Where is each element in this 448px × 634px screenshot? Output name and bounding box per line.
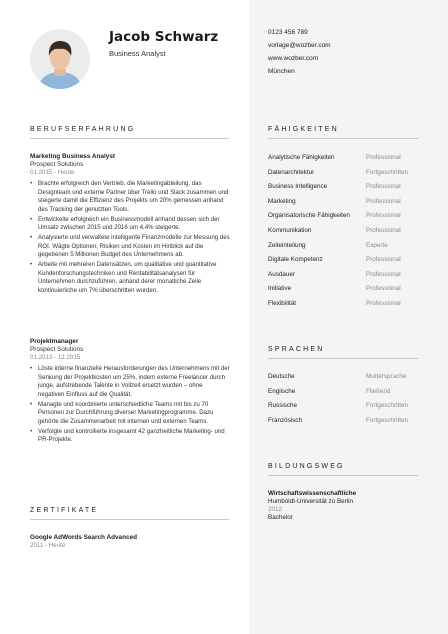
education-heading: BILDUNGSWEG — [268, 463, 345, 470]
skill-row — [268, 300, 428, 315]
skill-level: Professional — [366, 226, 401, 234]
education-school: Humboldt-Universität zu Berlin — [268, 498, 354, 505]
certificate-entry — [30, 534, 137, 550]
skill-row — [268, 212, 428, 227]
job-company: Prospect Solutions — [30, 346, 84, 353]
job-bullets — [30, 365, 230, 445]
skill-row — [268, 256, 428, 271]
skill-level: Professional — [366, 212, 401, 220]
certificate-title: Google AdWords Search Advanced — [30, 534, 138, 541]
contact-email[interactable]: vorlage@wozber.com — [268, 42, 331, 49]
job-dates: 01.2015 - Heute — [30, 169, 75, 176]
skill-name: Flexibilität — [268, 299, 296, 307]
experience-divider — [30, 138, 229, 139]
job-bullet: • Analysierte und verwaltete intelligente Finanzmodelle zur Messung des ROI. Wägte Optionen, Risiken und Kosten im Hinblick auf die gegebenen 5 Millionen Budget des Unternehmens ab. — [30, 234, 230, 260]
skill-level: Professional — [366, 197, 401, 205]
education-level: Bachelor — [268, 514, 293, 521]
job-bullet: • Verfolgte und kontrollierte insgesamt 42 ganzheitliche Marketing- und PR-Projekte. — [30, 428, 230, 445]
skill-name: Marketing — [268, 197, 296, 205]
profile-photo — [30, 29, 90, 89]
candidate-title: Business Analyst — [109, 49, 166, 58]
skills-heading: FÄHIGKEITEN — [268, 126, 339, 133]
contact-phone: 0123 456 789 — [268, 29, 308, 36]
skills-divider — [268, 138, 418, 139]
profile-photo-image — [30, 29, 90, 89]
language-level: Fortgeschritten — [366, 416, 408, 424]
sidebar — [249, 0, 448, 634]
language-row — [268, 417, 428, 432]
language-name: Englische — [268, 387, 296, 395]
skill-level: Professional — [366, 299, 401, 307]
languages-divider — [268, 358, 418, 359]
language-row — [268, 373, 428, 388]
job-bullet: • Managte und koordinierte unterschiedliche Teams mit bis zu 70 Personen zur Durchführung diverser Marketingprogramme. Dazu gehörte die Zusammenarbeit mit internen und externen Teams. — [30, 401, 230, 427]
language-name: Deutsche — [268, 373, 295, 380]
job-entry — [30, 338, 230, 446]
language-level: Muttersprache — [366, 373, 407, 380]
skill-row — [268, 271, 428, 286]
skill-name: Ausdauer — [268, 270, 295, 278]
job-title: Projektmanager — [30, 338, 79, 345]
skill-name: Organisatorische Fähigkeiten — [268, 212, 350, 220]
skill-name: Zeiteinteilung — [268, 241, 306, 249]
skills-table — [268, 154, 428, 315]
job-bullet: • Arbeite mit mehreren Datensätzen, um qualitative und quantitative Kundenforschungstechniken und Rentabilitätsanalysen für Unternehmen durchzuführen, anhand derer monatliche Zeile kontinuierliche um 7% überschritten wurden. — [30, 261, 230, 295]
skill-name: Analytische Fähigkeiten — [268, 154, 335, 161]
languages-heading: SPRACHEN — [268, 346, 325, 353]
skill-level: Fortgeschritten — [366, 168, 408, 176]
contact-city: München — [268, 68, 295, 75]
job-bullet: • Brachte erfolgreich den Vertrieb, die Marketingabteilung, das Designteam und externe Partner über Trello und Slack zusammen und steigerte damit die Effizienz des Projekts um 20% gemessen anhand des Tracking der genutzten Tools. — [30, 180, 230, 214]
contact-website[interactable]: www.wozber.com — [268, 55, 319, 62]
language-level: Fortgeschritten — [366, 402, 408, 410]
skill-name: Digitale Kompetenz — [268, 256, 323, 264]
experience-heading: BERUFSERFAHRUNG — [30, 126, 136, 133]
skill-row — [268, 183, 428, 198]
skill-name: Kommunikation — [268, 226, 312, 234]
skill-row — [268, 227, 428, 242]
job-entry — [30, 153, 230, 297]
language-row — [268, 388, 428, 403]
skill-name: Datenarchitektur — [268, 168, 315, 176]
skill-level: Professional — [366, 256, 401, 264]
skill-level: Professional — [366, 183, 401, 191]
certificates-heading: ZERTIFIKATE — [30, 507, 99, 514]
job-bullet: • Entwickelte erfolgreich ein Businessmodell anhand dessen sich der Umsatz zwischen 2015 und 2016 um 4,4% steigerte. — [30, 216, 230, 233]
skill-name: Business Intelligence — [268, 183, 328, 191]
job-title: Marketing Business Analyst — [30, 153, 115, 160]
skill-level: Professional — [366, 154, 401, 161]
candidate-name: Jacob Schwarz — [109, 29, 219, 45]
education-divider — [268, 475, 418, 476]
skill-name: Initiative — [268, 285, 292, 293]
skill-level: Professional — [366, 270, 401, 278]
job-bullets — [30, 180, 230, 295]
skill-row — [268, 198, 428, 213]
skill-level: Experte — [366, 241, 388, 249]
education-year: 2012 — [268, 506, 283, 513]
languages-table — [268, 373, 428, 431]
job-bullet: • Löste interne finanzielle Herausforderungen des Unternehmens mit der Senkung der Projektkosten um 25%, indem externe Freelancer durch junge, aufstrebende Talente in Vollzeit ersetzt wurden – ohne negativen Einfluss auf die Qualität. — [30, 365, 230, 399]
language-level: Fließend — [366, 387, 391, 395]
skill-row — [268, 169, 428, 184]
job-dates: 01.2013 - 12.2015 — [30, 354, 81, 361]
certificates-divider — [30, 519, 229, 520]
skill-row — [268, 154, 428, 169]
language-name: Russische — [268, 402, 298, 410]
job-company: Prospect Solutions — [30, 161, 84, 168]
contact-block — [268, 29, 331, 81]
certificate-dates: 2011 - Heute — [30, 542, 66, 549]
skill-row — [268, 285, 428, 300]
education-entry — [268, 490, 356, 522]
education-degree: Wirtschaftswissenschaftliche — [268, 490, 357, 497]
language-name: Französisch — [268, 416, 302, 424]
skill-level: Professional — [366, 285, 401, 293]
language-row — [268, 402, 428, 417]
skill-row — [268, 242, 428, 257]
